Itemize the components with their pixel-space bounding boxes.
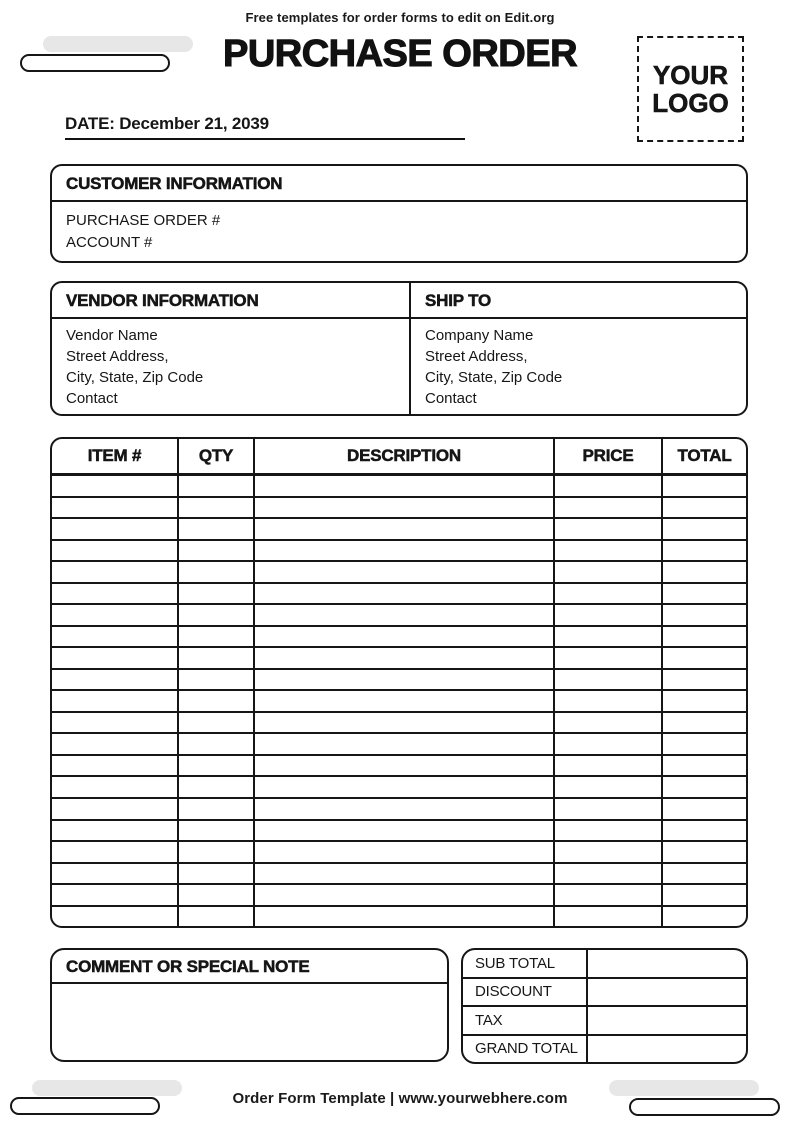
table-row [52,821,746,843]
table-row [52,777,746,799]
vendor-city-field[interactable]: City, State, Zip Code [66,369,204,386]
logo-text-line1: YOUR [652,59,729,90]
table-cell-empty[interactable] [663,584,746,604]
table-cell-empty[interactable] [255,756,555,776]
table-cell-empty[interactable] [555,821,663,841]
vendor-information-column [52,283,411,414]
items-table [50,437,748,928]
subtotal-row [463,950,746,979]
ship-contact-field[interactable]: Contact [425,390,477,407]
table-cell-empty[interactable] [52,885,179,905]
table-row [52,605,746,627]
table-cell-empty[interactable] [555,519,663,539]
column-header-total: TOTAL [677,446,732,465]
table-row [52,756,746,778]
table-cell-empty[interactable] [255,777,555,797]
table-cell-empty[interactable] [52,864,179,884]
purchase-order-number-field[interactable]: PURCHASE ORDER # [66,212,221,229]
table-row [52,691,746,713]
table-cell-empty[interactable] [52,713,179,733]
tax-value-field[interactable] [588,1007,746,1034]
table-row [52,498,746,520]
ship-to-title: SHIP TO [411,283,746,319]
items-table-body [52,476,746,926]
table-cell-empty[interactable] [663,476,746,496]
table-cell-empty[interactable] [255,734,555,754]
table-cell-empty[interactable] [663,799,746,819]
ship-city-field[interactable]: City, State, Zip Code [425,369,563,386]
decor-pill-outline-bottom-right [629,1098,780,1116]
table-cell-empty[interactable] [52,734,179,754]
table-cell-empty[interactable] [52,519,179,539]
table-cell-empty[interactable] [555,498,663,518]
table-row [52,885,746,907]
table-cell-empty[interactable] [52,562,179,582]
table-cell-empty[interactable] [179,648,255,668]
table-cell-empty[interactable] [555,670,663,690]
table-cell-empty[interactable] [555,605,663,625]
table-cell-empty[interactable] [255,691,555,711]
table-cell-empty[interactable] [255,519,555,539]
date-field[interactable]: DATE: December 21, 2039 [65,114,465,140]
decor-pill-gray-bottom-right [609,1080,759,1096]
table-cell-empty[interactable] [663,821,746,841]
table-cell-empty[interactable] [52,691,179,711]
table-cell-empty[interactable] [255,541,555,561]
table-cell-empty[interactable] [555,541,663,561]
table-cell-empty[interactable] [255,885,555,905]
table-cell-empty[interactable] [179,799,255,819]
table-cell-empty[interactable] [52,821,179,841]
table-row [52,670,746,692]
subtotal-value-field[interactable] [588,950,746,977]
table-cell-empty[interactable] [179,541,255,561]
table-cell-empty[interactable] [179,885,255,905]
vendor-contact-field[interactable]: Contact [66,390,118,407]
discount-row [463,979,746,1008]
decor-pill-gray-bottom-left [32,1080,182,1096]
decor-pill-outline-bottom-left [10,1097,160,1115]
table-cell-empty[interactable] [555,777,663,797]
table-cell-empty[interactable] [52,799,179,819]
discount-value-field[interactable] [588,979,746,1006]
table-cell-empty[interactable] [179,498,255,518]
ship-to-column [411,283,746,414]
table-cell-empty[interactable] [555,562,663,582]
table-cell-empty[interactable] [52,907,179,927]
table-cell-empty[interactable] [179,821,255,841]
vendor-information-title: VENDOR INFORMATION [52,283,409,319]
table-row [52,864,746,886]
table-cell-empty[interactable] [663,648,746,668]
table-row [52,713,746,735]
table-cell-empty[interactable] [179,864,255,884]
table-row [52,627,746,649]
table-cell-empty[interactable] [555,799,663,819]
table-cell-empty[interactable] [555,907,663,927]
table-cell-empty[interactable] [179,777,255,797]
tax-row [463,1007,746,1036]
table-row [52,799,746,821]
table-cell-empty[interactable] [52,498,179,518]
table-cell-empty[interactable] [663,713,746,733]
footer-credit: Order Form Template | www.yourwebhere.com [232,1090,568,1107]
table-cell-empty[interactable] [663,541,746,561]
table-row [52,907,746,927]
table-cell-empty[interactable] [663,562,746,582]
table-cell-empty[interactable] [179,756,255,776]
table-cell-empty[interactable] [255,627,555,647]
column-header-item: ITEM # [52,439,179,473]
grand-total-label: GRAND TOTAL [463,1036,588,1063]
table-row [52,476,746,498]
table-cell-empty[interactable] [255,670,555,690]
discount-label: DISCOUNT [463,979,588,1006]
table-row [52,842,746,864]
table-cell-empty[interactable] [663,864,746,884]
table-cell-empty[interactable] [255,842,555,862]
table-cell-empty[interactable] [555,864,663,884]
table-cell-empty[interactable] [255,799,555,819]
table-cell-empty[interactable] [179,670,255,690]
ship-company-field[interactable]: Company Name [425,327,534,344]
page-title: PURCHASE ORDER [222,33,578,75]
table-cell-empty[interactable] [663,777,746,797]
vendor-street-field[interactable]: Street Address, [66,348,169,365]
table-cell-empty[interactable] [255,648,555,668]
table-cell-empty[interactable] [179,584,255,604]
table-cell-empty[interactable] [179,627,255,647]
table-cell-empty[interactable] [663,519,746,539]
table-cell-empty[interactable] [663,605,746,625]
logo-text-line2: LOGO [652,88,729,118]
customer-information-title: CUSTOMER INFORMATION [52,166,746,202]
table-cell-empty[interactable] [255,907,555,927]
promo-note: Free templates for order forms to edit on Edit.org [245,10,555,25]
table-cell-empty[interactable] [555,627,663,647]
table-cell-empty[interactable] [663,907,746,927]
comment-section [50,948,449,1062]
table-cell-empty[interactable] [663,691,746,711]
table-cell-empty[interactable] [663,842,746,862]
table-cell-empty[interactable] [52,670,179,690]
account-number-field[interactable]: ACCOUNT # [66,234,153,251]
table-cell-empty[interactable] [52,756,179,776]
table-cell-empty[interactable] [52,605,179,625]
ship-street-field[interactable]: Street Address, [425,348,528,365]
table-row [52,584,746,606]
subtotal-label: SUB TOTAL [463,950,588,977]
table-cell-empty[interactable] [255,605,555,625]
customer-information-section [50,164,748,263]
table-cell-empty[interactable] [52,584,179,604]
table-cell-empty[interactable] [179,734,255,754]
table-cell-empty[interactable] [179,519,255,539]
table-cell-empty[interactable] [555,756,663,776]
table-cell-empty[interactable] [555,691,663,711]
table-cell-empty[interactable] [255,864,555,884]
table-row [52,734,746,756]
table-cell-empty[interactable] [555,476,663,496]
table-cell-empty[interactable] [555,648,663,668]
column-header-qty: QTY [179,439,255,473]
table-cell-empty[interactable] [179,562,255,582]
table-cell-empty[interactable] [52,648,179,668]
table-cell-empty[interactable] [663,756,746,776]
table-cell-empty[interactable] [555,842,663,862]
table-cell-empty[interactable] [555,584,663,604]
vendor-ship-section [50,281,748,416]
table-cell-empty[interactable] [555,713,663,733]
comment-title: COMMENT OR SPECIAL NOTE [52,950,447,984]
column-header-description: DESCRIPTION [255,439,555,473]
table-row [52,519,746,541]
table-cell-empty[interactable] [52,541,179,561]
comment-input-area[interactable] [52,984,447,1050]
table-cell-empty[interactable] [663,670,746,690]
table-cell-empty[interactable] [179,713,255,733]
table-cell-empty[interactable] [52,476,179,496]
table-cell-empty[interactable] [179,476,255,496]
table-cell-empty[interactable] [255,498,555,518]
table-cell-empty[interactable] [255,713,555,733]
totals-section [461,948,748,1064]
table-cell-empty[interactable] [179,907,255,927]
table-cell-empty[interactable] [555,734,663,754]
table-cell-empty[interactable] [179,691,255,711]
tax-label: TAX [463,1007,588,1034]
column-header-price: PRICE [555,439,663,473]
table-cell-empty[interactable] [663,734,746,754]
table-cell-empty[interactable] [663,627,746,647]
table-row [52,562,746,584]
table-row [52,541,746,563]
table-cell-empty[interactable] [255,476,555,496]
table-cell-empty[interactable] [52,627,179,647]
table-cell-empty[interactable] [255,584,555,604]
table-cell-empty[interactable] [555,885,663,905]
table-cell-empty[interactable] [52,777,179,797]
table-cell-empty[interactable] [255,562,555,582]
items-table-header [52,439,746,476]
table-row [52,648,746,670]
logo-placeholder[interactable] [637,36,744,142]
table-cell-empty[interactable] [179,842,255,862]
table-cell-empty[interactable] [663,885,746,905]
table-cell-empty[interactable] [52,842,179,862]
vendor-name-field[interactable]: Vendor Name [66,327,158,344]
table-cell-empty[interactable] [255,821,555,841]
grand-total-row [463,1036,746,1063]
table-cell-empty[interactable] [179,605,255,625]
table-cell-empty[interactable] [663,498,746,518]
grand-total-value-field[interactable] [588,1036,746,1063]
